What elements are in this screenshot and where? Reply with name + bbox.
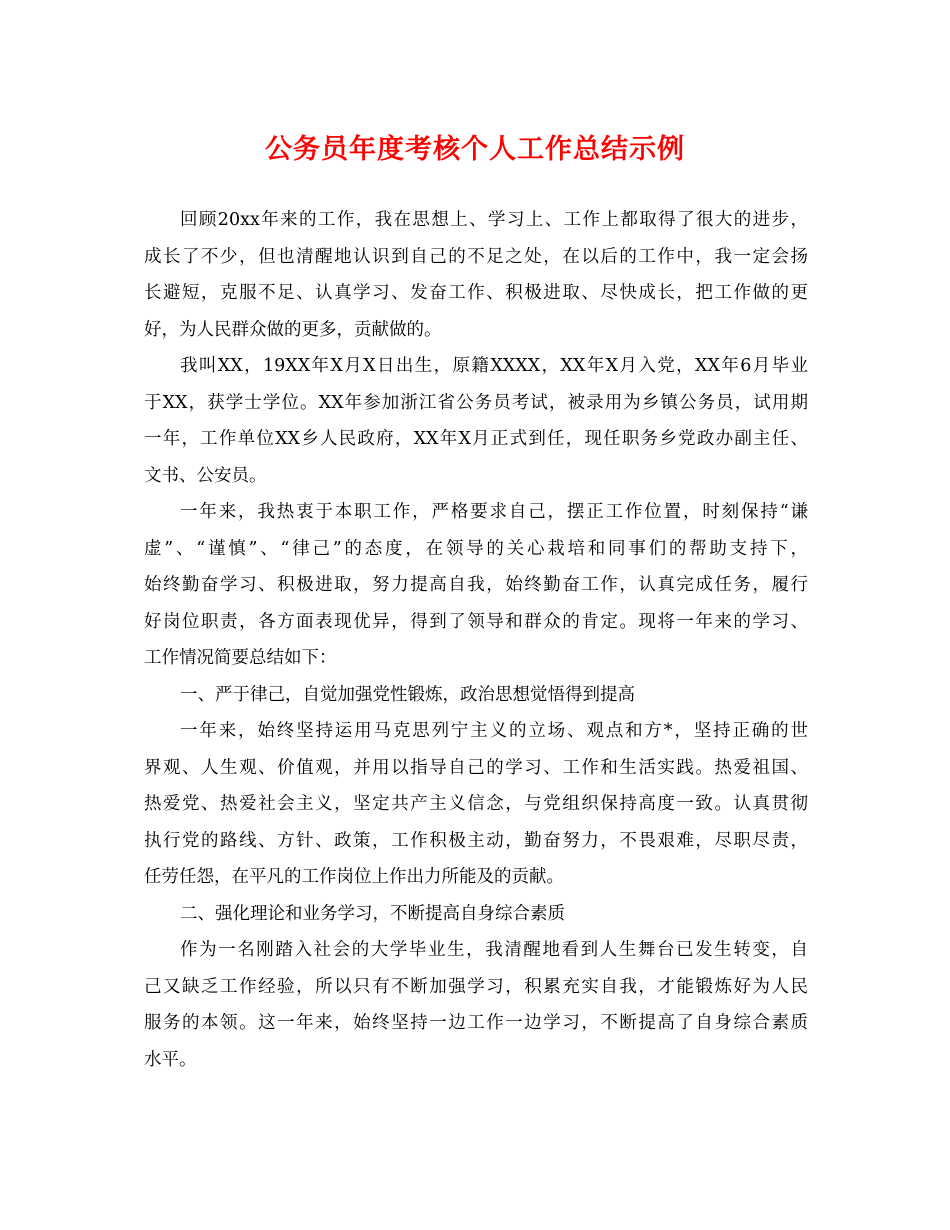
paragraph-line: 虚”、“谨慎”、“律己”的态度，在领导的关心栽培和同事们的帮助支持下，: [144, 538, 808, 559]
paragraph-line: 始终勤奋学习、积极进取，努力提高自我，始终勤奋工作，认真完成任务，履行: [144, 575, 808, 595]
paragraph-line: 好岗位职责，各方面表现优异，得到了领导和群众的肯定。现将一年来的学习、: [144, 611, 808, 632]
paragraph-line: 执行党的路线、方针、政策，工作积极主动，勤奋努力，不畏艰难，尽职尽责，: [144, 830, 808, 851]
paragraph-line: 己又缺乏工作经验，所以只有不断加强学习，积累充实自我，才能锻炼好为人民: [144, 976, 808, 997]
paragraph-line: 任劳任怨，在平凡的工作岗位上作出力所能及的贡献。: [144, 867, 564, 887]
section-heading: 二、强化理论和业务学习，不断提高自身综合素质: [180, 903, 565, 924]
paragraph-line: 长避短，克服不足、认真学习、发奋工作、积极进取、尽快成长，把工作做的更: [144, 283, 808, 303]
paragraph-line: 文书、公安员。: [144, 465, 267, 486]
paragraph-line: 成长了不少，但也清醒地认识到自己的不足之处，在以后的工作中，我一定会扬: [144, 246, 808, 267]
paragraph-line: 水平。: [144, 1049, 197, 1070]
paragraph-line: 界观、人生观、价值观，并用以指导自己的学习、工作和生活实践。热爱祖国、: [144, 757, 808, 778]
document-title: 公务员年度考核个人工作总结示例: [265, 134, 685, 165]
paragraph-line: 一年来，我热衷于本职工作，严格要求自己，摆正工作位置，时刻保持“谦: [180, 502, 808, 522]
paragraph-line: 工作情况简要总结如下：: [144, 648, 337, 668]
section-heading: 一、严于律己，自觉加强党性锻炼，政治思想觉悟得到提高: [180, 684, 635, 705]
paragraph-line: 我叫XX，19XX年X月X日出生，原籍XXXX，XX年X月入党，XX年6月毕业: [180, 356, 808, 376]
paragraph-line: 于XX，获学士学位。XX年参加浙江省公务员考试，被录用为乡镇公务员，试用期: [144, 392, 808, 413]
paragraph-line: 热爱党、热爱社会主义，坚定共产主义信念，与党组织保持高度一致。认真贯彻: [144, 794, 808, 814]
paragraph-line: 一年，工作单位XX乡人民政府，XX年X月正式到任，现任职务乡党政办副主任、: [144, 429, 808, 449]
paragraph-line: 作为一名刚踏入社会的大学毕业生，我清醒地看到人生舞台已发生转变，自: [180, 940, 808, 960]
document-body: [144, 202, 808, 1078]
paragraph-line: 一年来，始终坚持运用马克思列宁主义的立场、观点和方*，坚持正确的世: [180, 721, 808, 741]
paragraph-line: 回顾20xx年来的工作，我在思想上、学习上、工作上都取得了很大的进步，: [180, 210, 808, 230]
paragraph-line: 服务的本领。这一年来，始终坚持一边工作一边学习，不断提高了自身综合素质: [144, 1013, 808, 1033]
paragraph-line: 好，为人民群众做的更多，贡献做的。: [144, 319, 442, 340]
